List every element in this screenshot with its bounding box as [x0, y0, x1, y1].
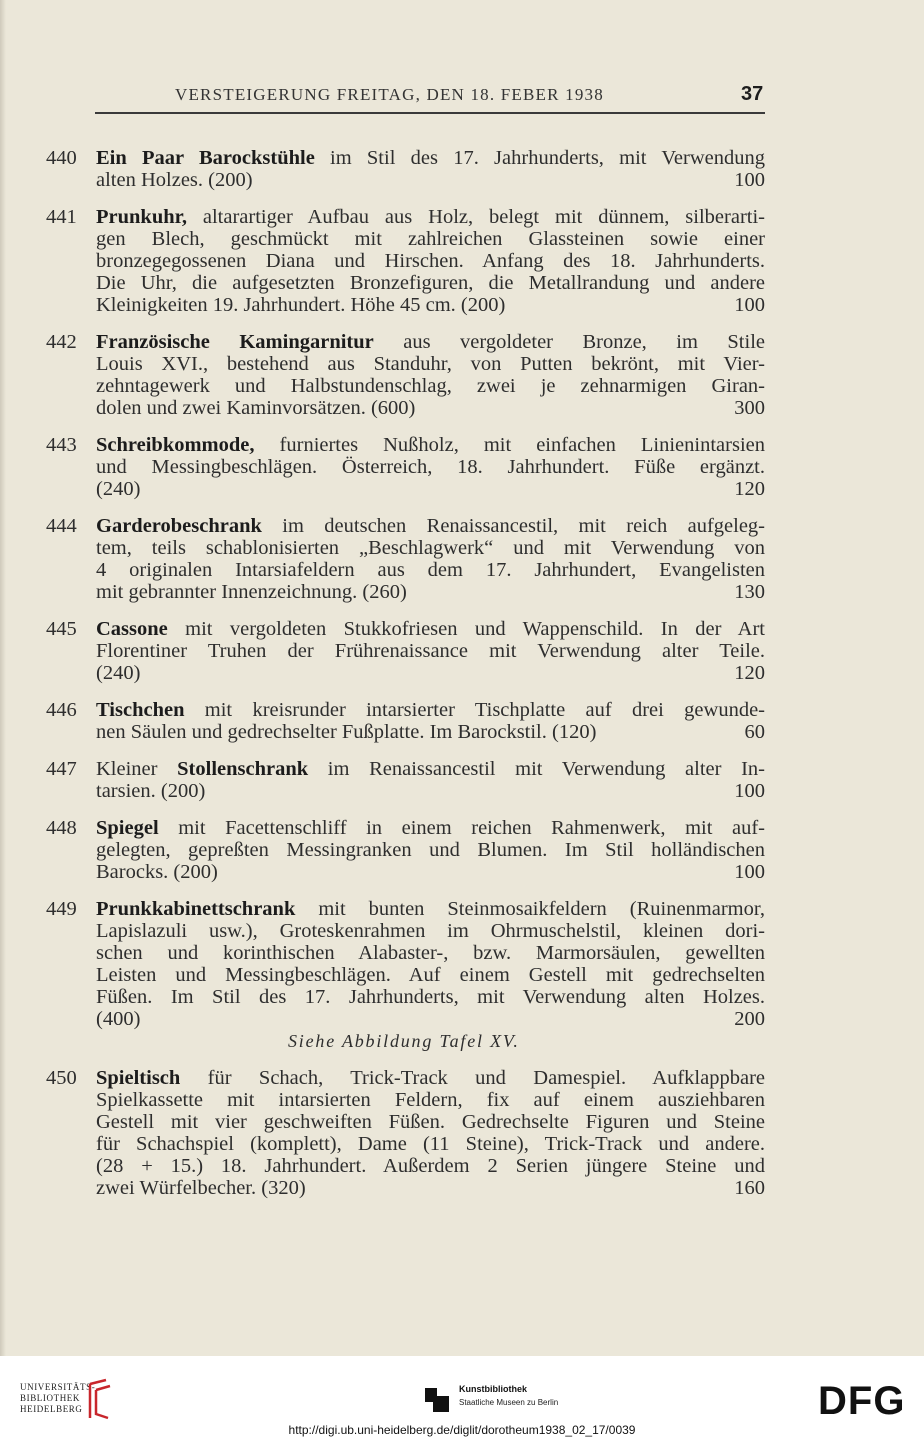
line-content: zwei Würfelbecher. (320)	[96, 1177, 306, 1199]
line-content: zehntagewerk und Halbstundenschlag, zwei je zehnarmigen Giran-	[96, 375, 765, 397]
line-text	[96, 662, 140, 684]
kunstbibliothek-subtitle: Staatliche Museen zu Berlin	[459, 1398, 559, 1407]
price: 300	[734, 397, 765, 419]
catalog-entry	[46, 331, 765, 419]
entry-description	[96, 758, 765, 802]
description-line	[96, 1067, 765, 1089]
description-line	[96, 861, 765, 883]
line-text	[96, 1067, 765, 1089]
line-text	[96, 817, 765, 839]
lot-number: 442	[46, 331, 77, 353]
description-line	[96, 920, 765, 942]
catalog-entry	[46, 206, 765, 316]
line-content: für Schach, Trick-Track und Damespiel. Aufklappbare	[180, 1067, 765, 1089]
description-line	[96, 942, 765, 964]
description-line	[96, 456, 765, 478]
running-header: VERSTEIGERUNG FREITAG, DEN 18. FEBER 1938	[175, 85, 604, 104]
description-line	[96, 964, 765, 986]
line-content: 4 originalen Intarsiafeldern aus dem 17. Jahrhundert, Evangelisten	[96, 559, 765, 581]
line-text	[96, 780, 205, 802]
description-line	[96, 169, 765, 191]
entry-description	[96, 898, 765, 1052]
line-content: (240)	[96, 478, 141, 500]
entry-description	[96, 434, 765, 500]
item-title: Stollenschrank	[177, 758, 309, 780]
lot-number: 448	[46, 817, 77, 839]
entry-description	[96, 699, 765, 743]
line-content: (400)	[96, 1008, 141, 1030]
description-line	[96, 228, 765, 250]
line-text	[96, 920, 765, 942]
entry-description	[96, 618, 765, 684]
line-content: Gestell mit vier geschweiften Füßen. Gedrechselte Figuren und Steine	[96, 1111, 765, 1133]
line-text	[96, 1177, 306, 1199]
catalog-entry	[46, 1067, 765, 1199]
description-line	[96, 206, 765, 228]
line-content: bronzegegossenen Diana und Hirschen. Anfang des 18. Jahrhunderts.	[96, 250, 765, 272]
line-content: mit bunten Steinmosaikfeldern (Ruinenmarmor,	[295, 898, 765, 920]
catalog-entry	[46, 699, 765, 743]
line-text	[96, 397, 415, 419]
item-title: Garderobeschrank	[96, 515, 262, 537]
line-content: Barocks. (200)	[96, 861, 218, 883]
line-content: gen Blech, geschmückt mit zahlreichen Glassteinen sowie einer	[96, 228, 765, 250]
page-number: 37	[741, 83, 764, 105]
description-line	[96, 780, 765, 802]
title-prefix: Kleiner	[96, 758, 178, 780]
line-content: und Messingbeschlägen. Österreich, 18. Jahrhundert. Füße ergänzt.	[96, 456, 765, 478]
description-line	[96, 618, 765, 640]
description-line	[96, 515, 765, 537]
line-content: aus vergoldeter Bronze, im Stile	[373, 331, 765, 353]
description-line	[96, 147, 765, 169]
description-line	[96, 1111, 765, 1133]
price: 100	[734, 294, 765, 316]
line-text	[96, 353, 765, 375]
description-line	[96, 434, 765, 456]
line-content: mit vergoldeten Stukkofriesen und Wappenschild. In der Art	[167, 618, 765, 640]
line-content: mit Facettenschliff in einem reichen Rahmenwerk, mit auf-	[158, 817, 765, 839]
catalog-entry	[46, 898, 765, 1052]
line-content: mit kreisrunder intarsierter Tischplatte auf drei gewunde-	[184, 699, 765, 721]
line-text	[96, 721, 596, 743]
line-content: Leisten und Messingbeschlägen. Auf einem Gestell mit gedrechselten	[96, 964, 765, 986]
line-text	[96, 228, 765, 250]
line-text	[96, 640, 765, 662]
line-text	[96, 898, 765, 920]
line-text	[96, 758, 765, 780]
price: 60	[744, 721, 765, 743]
line-text	[96, 478, 140, 500]
line-text	[96, 169, 253, 191]
line-text	[96, 839, 765, 861]
line-content: schen und korinthischen Alabaster-, bzw. Marmorsäulen, gewellten	[96, 942, 765, 964]
description-line	[96, 640, 765, 662]
item-title: Schreibkommode,	[96, 434, 255, 456]
university-line: HEIDELBERG	[20, 1404, 83, 1414]
entry-description	[96, 817, 765, 883]
line-text	[96, 699, 765, 721]
description-line	[96, 250, 765, 272]
price: 160	[734, 1177, 765, 1199]
lot-number: 445	[46, 618, 77, 640]
description-line	[96, 699, 765, 721]
lot-number: 446	[46, 699, 77, 721]
catalog-entry	[46, 434, 765, 500]
line-content: alten Holzes. (200)	[96, 169, 253, 191]
line-text	[96, 272, 765, 294]
description-line	[96, 559, 765, 581]
source-url: http://digi.ub.uni-heidelberg.de/diglit/dorotheum1938_02_17/0039	[288, 1423, 636, 1437]
line-text	[96, 147, 765, 169]
lot-number: 443	[46, 434, 77, 456]
item-title: Prunkuhr,	[96, 206, 187, 228]
line-text	[96, 250, 765, 272]
description-line	[96, 1008, 765, 1030]
price: 200	[734, 1008, 765, 1030]
line-content: Louis XVI., bestehend aus Standuhr, von Putten bekrönt, mit Vier-	[96, 353, 765, 375]
line-content: altarartiger Aufbau aus Holz, belegt mit dünnem, silberarti-	[186, 206, 765, 228]
entry-description	[96, 1067, 765, 1199]
catalog-entry	[46, 817, 765, 883]
illustration-reference: Siehe Abbildung Tafel XV.	[288, 1031, 520, 1051]
line-text	[96, 559, 765, 581]
price: 120	[734, 478, 765, 500]
description-line	[96, 375, 765, 397]
description-line	[96, 1155, 765, 1177]
line-content: Lapislazuli usw.), Groteskenrahmen im Ohrmuschelstil, kleinen dori-	[96, 920, 765, 942]
description-line	[96, 294, 765, 316]
description-line	[96, 839, 765, 861]
description-line	[96, 353, 765, 375]
description-line	[96, 272, 765, 294]
description-line	[96, 1133, 765, 1155]
line-content: Florentiner Truhen der Frührenaissance mit Verwendung alter Teile.	[96, 640, 765, 662]
line-content: (240)	[96, 662, 141, 684]
line-text	[96, 1089, 765, 1111]
dfg-logo: DFG	[818, 1379, 906, 1423]
line-content: tem, teils schablonisierten „Beschlagwerk“ und mit Verwendung von	[96, 537, 765, 559]
entry-description	[96, 147, 765, 191]
item-title: Tischchen	[96, 699, 185, 721]
lot-number: 450	[46, 1067, 77, 1089]
lot-number: 449	[46, 898, 77, 920]
line-content: furniertes Nußholz, mit einfachen Linienintarsien	[254, 434, 765, 456]
line-content: im deutschen Renaissancestil, mit reich aufgeleg-	[261, 515, 765, 537]
price: 130	[734, 581, 765, 603]
description-line	[96, 721, 765, 743]
price: 100	[734, 861, 765, 883]
line-text	[96, 986, 765, 1008]
item-title: Spiegel	[96, 817, 159, 839]
line-content: dolen und zwei Kaminvorsätzen. (600)	[96, 397, 416, 419]
description-line	[96, 478, 765, 500]
price: 120	[734, 662, 765, 684]
description-line	[96, 817, 765, 839]
catalog-entry	[46, 618, 765, 684]
description-line	[96, 1177, 765, 1199]
lot-number: 441	[46, 206, 77, 228]
line-text	[96, 456, 765, 478]
kunstbibliothek-logo-icon	[423, 1386, 451, 1414]
university-line: BIBLIOTHEK	[20, 1393, 80, 1403]
university-line: UNIVERSITÄTS-	[20, 1382, 96, 1392]
line-text	[96, 375, 765, 397]
catalog-entry	[46, 758, 765, 802]
line-text	[96, 537, 765, 559]
line-text	[96, 515, 765, 537]
line-text	[96, 1155, 765, 1177]
line-text	[96, 618, 765, 640]
entry-description	[96, 206, 765, 316]
line-text	[96, 294, 505, 316]
university-library-logo-icon	[84, 1378, 114, 1422]
description-line	[96, 662, 765, 684]
line-content: Die Uhr, die aufgesetzten Bronzefiguren, die Metallrandung und andere	[96, 272, 765, 294]
item-title: Cassone	[96, 618, 168, 640]
line-text	[96, 861, 218, 883]
item-title: Spieltisch	[96, 1067, 181, 1089]
description-line	[96, 898, 765, 920]
entry-description	[96, 515, 765, 603]
lot-number: 447	[46, 758, 77, 780]
line-content: für Schachspiel (komplett), Dame (11 Steine), Trick-Track und andere.	[96, 1133, 765, 1155]
catalog-entry	[46, 147, 765, 191]
line-content: im Stil des 17. Jahrhunderts, mit Verwendung	[314, 147, 765, 169]
price: 100	[734, 780, 765, 802]
line-content: im Renaissancestil mit Verwendung alter In-	[308, 758, 765, 780]
item-title: Ein Paar Barockstühle	[96, 147, 315, 169]
catalog-entry	[46, 515, 765, 603]
scan-edge-shadow	[0, 0, 6, 1356]
line-text	[96, 1008, 140, 1030]
kunstbibliothek-title: Kunstbibliothek	[459, 1384, 527, 1394]
catalog-entries	[46, 147, 765, 1214]
line-text	[96, 581, 407, 603]
description-line	[96, 581, 765, 603]
line-text	[96, 1111, 765, 1133]
line-text	[96, 206, 765, 228]
line-content: Kleinigkeiten 19. Jahrhundert. Höhe 45 cm. (200)	[96, 294, 506, 316]
description-line	[96, 758, 765, 780]
description-line	[96, 1089, 765, 1111]
line-content: nen Säulen und gedrechselter Fußplatte. Im Barockstil. (120)	[96, 721, 597, 743]
lot-number: 444	[46, 515, 77, 537]
description-line	[96, 986, 765, 1008]
description-line	[96, 331, 765, 353]
line-content: mit gebrannter Innenzeichnung. (260)	[96, 581, 407, 603]
line-content: gelegten, gepreßten Messingranken und Blumen. Im Stil holländischen	[96, 839, 765, 861]
entry-description	[96, 331, 765, 419]
line-text	[96, 434, 765, 456]
header-rule	[95, 112, 765, 114]
line-content: Spielkassette mit intarsierten Feldern, fix auf einem ausziehbaren	[96, 1089, 765, 1111]
line-content: Füßen. Im Stil des 17. Jahrhunderts, mit Verwendung alten Holzes.	[96, 986, 765, 1008]
line-text	[96, 942, 765, 964]
line-content: tarsien. (200)	[96, 780, 206, 802]
item-title: Französische Kamingarnitur	[96, 331, 374, 353]
line-text	[96, 331, 765, 353]
lot-number: 440	[46, 147, 77, 169]
description-line	[96, 537, 765, 559]
line-content: (28 + 15.) 18. Jahrhundert. Außerdem 2 Serien jüngere Steine und	[96, 1155, 765, 1177]
price: 100	[734, 169, 765, 191]
description-line	[96, 397, 765, 419]
line-text	[96, 964, 765, 986]
item-title: Prunkkabinettschrank	[96, 898, 296, 920]
line-text	[96, 1133, 765, 1155]
